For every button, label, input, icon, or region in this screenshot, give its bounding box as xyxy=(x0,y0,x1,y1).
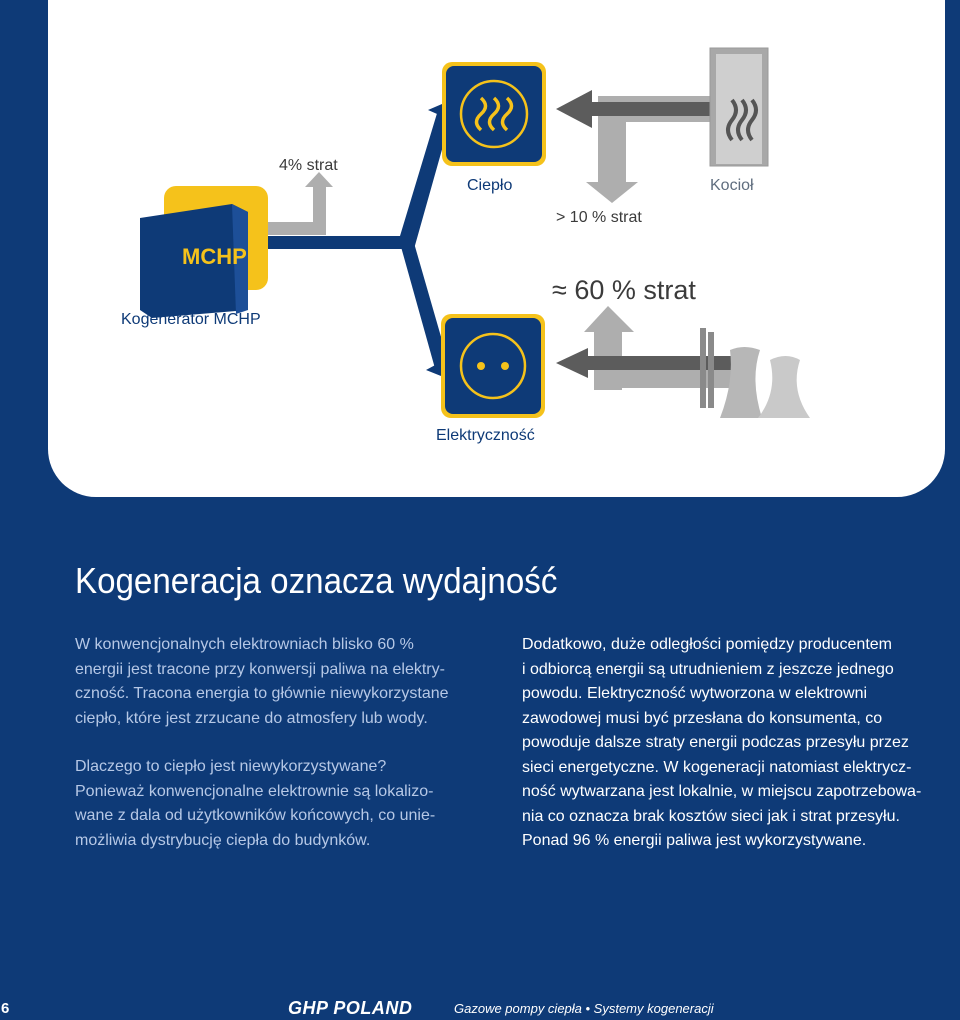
cogeneration-diagram xyxy=(0,0,960,497)
mchp-output-arrows xyxy=(250,98,460,382)
left-paragraph-2: Dlaczego to ciepło jest niewykorzystywane? Ponieważ konwencjonalne elektrownie są lokalizo- wane z dala od użytkowników końcowych, co unie- możliwia dystrybucję ciepła do budynków. xyxy=(75,758,436,849)
electricity-label: Elektryczność xyxy=(436,427,535,444)
boiler-arrows xyxy=(556,90,710,203)
boiler-loss-label: > 10 % strat xyxy=(556,209,642,226)
electric-socket-icon xyxy=(441,314,545,418)
footer-tagline: Gazowe pompy ciepła • Systemy kogeneracji xyxy=(454,1001,714,1016)
page-number: 6 xyxy=(1,1000,10,1017)
mchp-unit-icon xyxy=(140,186,268,318)
right-paragraph-1: Dodatkowo, duże odległości pomiędzy producentem i odbiorcą energii są utrudnieniem z jeszcze jednego powodu. Elektryczność wytworzona w elektrowni zawodowej musi być przesłana do konsumenta, co powoduje dalsze straty energii podczas przesyłu przez sieci energetyczne. W kogeneracji natomiast elektrycz- ność wytwarzana jest lokalnie, w miejscu zapotrzebowa- nia co oznacza brak kosztów sieci jak i strat przesyłu. Ponad 96 % energii paliwa jest wykorzystywane. xyxy=(522,636,922,849)
heat-label: Ciepło xyxy=(467,177,513,194)
article-column-left xyxy=(75,633,505,853)
mchp-logo-text: MCHP xyxy=(182,244,247,269)
page-headline: Kogeneracja oznacza wydajność xyxy=(75,560,558,601)
heat-icon xyxy=(442,62,546,166)
left-paragraph-1: W konwencjonalnych elektrowniach blisko 60 % energii jest tracone przy konwersji paliwa na elektry- czność. Tracona energia to głównie niewykorzystane ciepło, które jest zrzucane do atmosfery lub wody. xyxy=(75,636,449,727)
plant-loss-label: ≈ 60 % strat xyxy=(552,275,696,305)
mchp-label: Kogenerator MCHP xyxy=(121,311,261,328)
boiler-icon xyxy=(710,48,768,166)
article-column-right xyxy=(522,633,958,854)
brand-logo: GHP POLAND xyxy=(288,998,413,1018)
boiler-label: Kocioł xyxy=(710,177,754,194)
chp-loss-label: 4% strat xyxy=(279,157,338,174)
